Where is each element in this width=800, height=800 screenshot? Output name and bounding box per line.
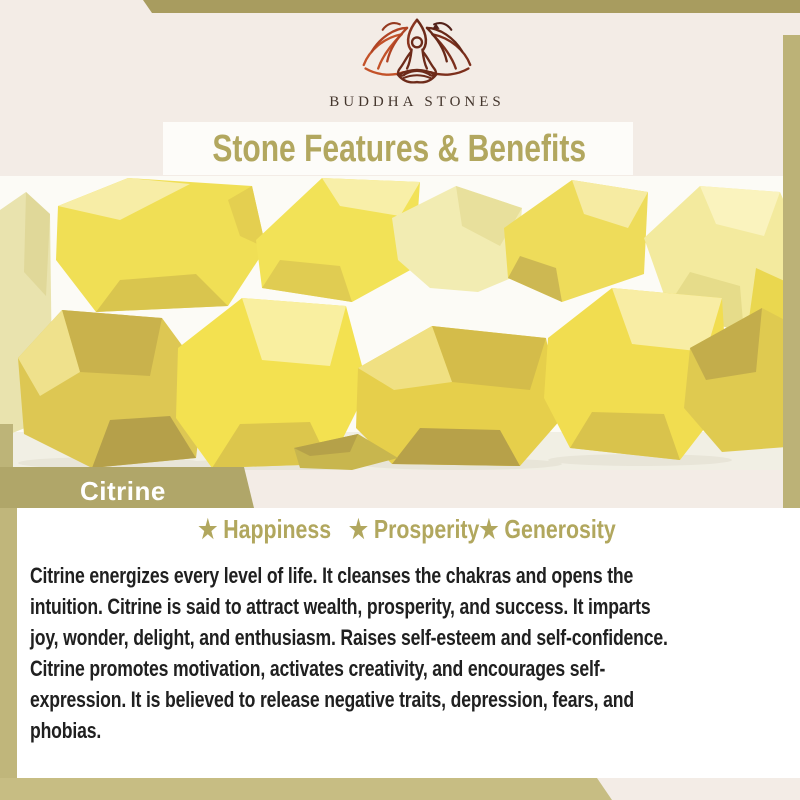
bottom-accent-band xyxy=(0,778,800,800)
page-title: Stone Features & Benefits xyxy=(212,128,587,170)
brand-logo-block xyxy=(317,18,517,120)
left-accent-strip-lower xyxy=(0,508,17,778)
description-line: phobias. xyxy=(30,718,102,743)
description-line: expression. It is believed to release negative traits, depression, fears, and xyxy=(30,687,634,712)
description-line: joy, wonder, delight, and enthusiasm. Raises self-esteem and self-confidence. xyxy=(30,625,668,650)
lotus-meditation-icon xyxy=(355,18,479,92)
benefits-line: ★ Happiness ★ Prosperity★ Generosity xyxy=(198,514,616,544)
title-banner xyxy=(163,122,633,175)
citrine-stones-photo xyxy=(0,176,800,470)
left-accent-strip-upper xyxy=(0,424,13,468)
top-accent-band xyxy=(0,0,800,13)
description-line: intuition. Citrine is said to attract wealth, prosperity, and success. It imparts xyxy=(30,594,651,619)
stone-description xyxy=(30,560,668,746)
description-line: Citrine energizes every level of life. It cleanses the chakras and opens the xyxy=(30,563,634,588)
brand-name: BUDDHA STONES xyxy=(329,94,505,110)
description-line: Citrine promotes motivation, activates creativity, and encourages self- xyxy=(30,656,606,681)
stone-name-label: Citrine xyxy=(80,476,166,506)
